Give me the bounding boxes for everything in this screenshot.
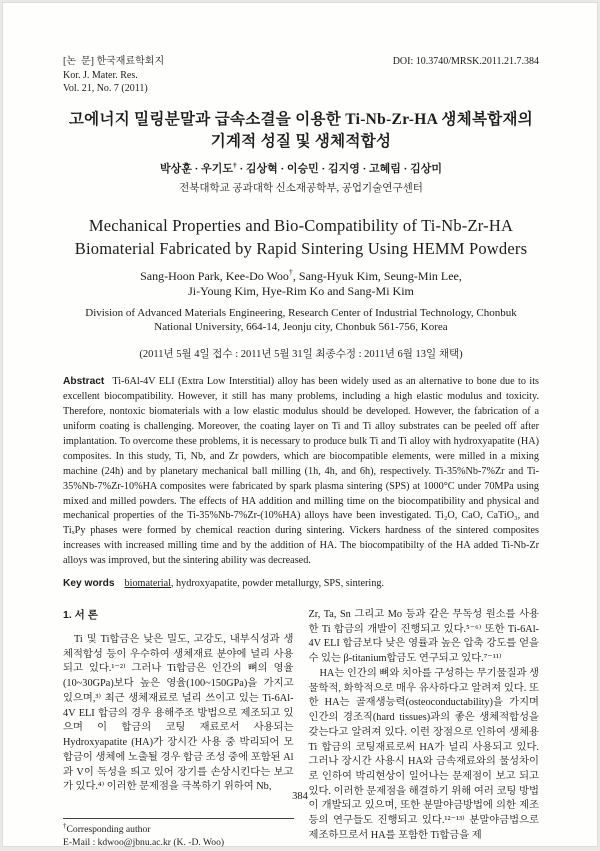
footnote-text1: Corresponding author bbox=[66, 824, 151, 836]
title-english bbox=[63, 214, 539, 260]
section-1-paragraph-right-2: HA는 인간의 뼈와 치아를 구성하는 무기물질과 생물학적, 화학적으로 매우 유사하다고 알려져 있다. 또한 HA는 골재생능력(osteoconductability)을 가지며 인간의 경조직(hard tissues)과의 좋은 생체적합성을 갖는다고 알려져 있다. 이런 장점으로 인하여 생체용 Ti 합금의 코팅재료로써 HA가 널리 사용되고 있다. 그러나 장시간 사용시 HA와 금속재료와의 물성차이로 인하여 박리현상이 일어나는 문제점이 보고 되고 있다. 이러한 문제점을 해결하기 위해 여러 코팅 방법이 개발되고 있으며, 또한 분말야금방법에 의한 제조 등의 연구들도 진행되고 있다.¹²⁻¹³⁾ 분말야금법으로 제조하므로서 HA를 포함한 Ti합금을 제 bbox=[308, 667, 539, 841]
authors-korean-text2: · 김상혁 · 이승민 · 김지영 · 고혜림 · 김상미 bbox=[236, 162, 442, 175]
journal-info bbox=[63, 55, 164, 96]
keywords-label: Key words bbox=[63, 578, 115, 590]
affiliation-korean: 전북대학교 공과대학 신소재공학부, 공업기술연구센터 bbox=[179, 182, 423, 194]
journal-volume: Vol. 21, No. 7 (2011) bbox=[63, 83, 148, 94]
authors-english-line2: Ji-Young Kim, Hye-Rim Ko and Sang-Mi Kim bbox=[188, 284, 414, 299]
footnote-dagger: † bbox=[63, 821, 67, 830]
abstract bbox=[63, 375, 539, 569]
authors-english bbox=[63, 268, 539, 300]
section-1-paragraph-right-1: Zr, Ta, Sn 그리고 Mo 등과 같은 무독성 원소를 사용한 Ti 합금의 개발이 진행되고 있다.⁵⁻⁶⁾ 또한 Ti-6Al-4V ELI 합금보다 낮은 영률과 높은 압축 강도를 얻을 수 있는 β-titanium합금도 연구되고 있다.⁷⁻¹¹⁾ bbox=[308, 609, 539, 665]
journal-name-en: Kor. J. Mater. Res. bbox=[63, 69, 138, 81]
journal-header bbox=[63, 55, 539, 96]
abstract-label: Abstract bbox=[63, 376, 105, 388]
section-1-paragraph-left: Ti 및 Ti합금은 낮은 밀도, 고강도, 내부식성과 생체적합성 등이 우수하여 생체재료 분야에 널리 사용되고 있다.¹⁻²⁾ 그러나 Ti합금은 인간의 뼈의 영율(10~30GPa)보다 높은 영율(100~150GPa)을 가지고 있으며,³⁾ 최근 생체재료로 널리 쓰이고 있는 Ti-6Al-4V ELI 합금의 경우 용해주조 방법으로 제조되고 있으며 이 합금의 코팅 재료로서 사용되는 Hydroxyapatite (HA)가 장시간 사용 중 박리되어 모 합금이 생체에 노출될 경우 합금 조성 중에 포함된 Al과 V이 독성을 띄고 있어 장기를 손상시킨다는 보고가 있다.⁴⁾ 이러한 문제점을 극복하기 위하여 Nb, bbox=[63, 634, 294, 793]
authors-korean bbox=[63, 160, 539, 176]
section-1-heading: 1. 서 론 bbox=[63, 609, 98, 622]
authors-english-text: Sang-Hoon Park, Kee-Do Woo bbox=[140, 268, 289, 283]
title-korean-line1: 고에너지 밀링분말과 급속소결을 이용한 Ti-Nb-Zr-HA 생체복합재의 bbox=[68, 110, 534, 128]
title-english-line1: Mechanical Properties and Bio-Compatibility of Ti-Nb-Zr-HA bbox=[88, 215, 514, 235]
title-korean bbox=[63, 109, 539, 153]
authors-english-text2: , Sang-Hyuk Kim, Seung-Min Lee, bbox=[292, 268, 462, 283]
left-column bbox=[63, 608, 294, 850]
right-column bbox=[309, 608, 540, 850]
keywords-rest: , hydroxyapatite, powder metallurgy, SPS, sintering. bbox=[170, 578, 384, 590]
authors-korean-text: 박상훈 · 우기도 bbox=[160, 162, 233, 175]
page-number: 384 bbox=[292, 791, 308, 802]
corresponding-author-dagger: † bbox=[232, 159, 237, 169]
footnote-line1 bbox=[63, 822, 294, 837]
affiliation-english: Division of Advanced Materials Engineering, Research Center of Industrial Technology, Chonbuk National University, 664-14, Jeonju city, Chonbuk 561-756, Korea bbox=[85, 306, 517, 334]
corresponding-author-footnote bbox=[63, 818, 294, 850]
title-korean-line2: 기계적 성질 및 생체적합성 bbox=[210, 132, 392, 150]
corresponding-author-dagger-en: † bbox=[288, 267, 293, 277]
body-columns bbox=[63, 608, 539, 850]
submission-history: (2011년 5월 4일 접수 : 2011년 5월 31일 최종수정 : 2011년 6월 13일 채택) bbox=[139, 349, 463, 361]
paper-page bbox=[2, 2, 598, 847]
title-english-line2: Biomaterial Fabricated by Rapid Sintering Using HEMM Powders bbox=[74, 238, 528, 258]
footnote-line2: E-Mail : kdwoo@jbnu.ac.kr (K. -D. Woo) bbox=[63, 837, 225, 849]
abstract-text: Ti-6Al-4V ELI (Extra Low Interstitial) alloy has been widely used as an alternative to bone due to its excellent biocompatibility. However, it still has many problems, including a high elastic modulus and toxicity. Therefore, nontoxic biomaterials with a low elastic modulus should be developed. However, the fabrication of a uniform coating is challenging. Moreover, the coating layer on Ti and Ti alloy substrates can be peeled off after implantation. To overcome these problems, it is necessary to produce bulk Ti and Ti alloy with hydroxyapatite (HA) composites. In this study, Ti, Nb, and Zr powders, which are biocompatible elements, were milled in a mixing machine (24h) and by planetary mechanical ball milling (1h, 4h, and 6h), respectively. Ti-35%Nb-7%Zr and Ti-35%Nb-7%Zr-10%HA composites were fabricated by spark plasma sintering (SPS) at 1000°C under 70MPa using mixed and milled powders. The effects of HA addition and milling time on the biocompatibility and physical and mechanical properties of the Ti-35%Nb-7%Zr-(10%HA) alloys have been investigated. Ti₂O, CaO, CaTiO₃, and TiₓPy phases were formed by chemical reaction during sintering. Vickers hardness of the sintered composites increases with increased milling time and by the addition of HA. The biocompatibilty of the HA added Ti-Nb-Zr alloys was improved, but the sintering ability was decreased. bbox=[63, 376, 539, 567]
keywords bbox=[63, 578, 539, 589]
keyword-first: biomaterial bbox=[124, 578, 171, 590]
authors-english-line1 bbox=[63, 268, 539, 285]
doi: DOI: 10.3740/MRSK.2011.21.7.384 bbox=[392, 56, 539, 67]
journal-name-kr: [논 문] 한국재료학회지 bbox=[63, 56, 165, 67]
